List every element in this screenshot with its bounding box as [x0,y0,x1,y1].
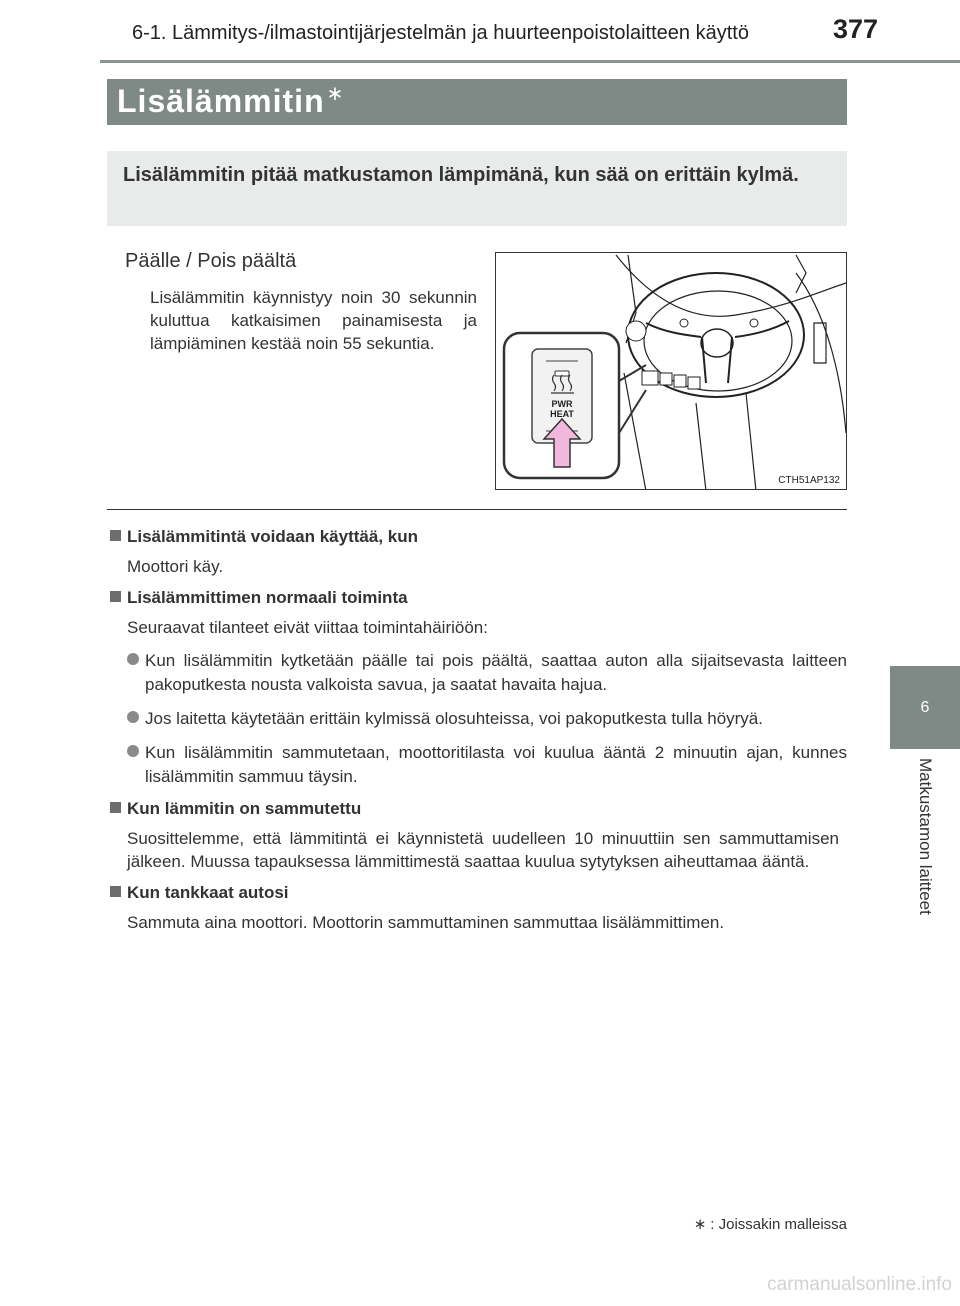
note-text: Sammuta aina moottori. Moottorin sammuttaminen sammuttaa lisälämmittimen. [127,913,725,932]
note-heading-text: Lisälämmitintä voidaan käyttää, kun [127,527,418,546]
heat-label: HEAT [550,409,574,419]
note-heading [110,527,847,547]
list-item-text: Kun lisälämmitin sammutetaan, moottoritilasta voi kuulua ääntä 2 minuutin ajan, kunnes lisälämmitin sammuu täysin. [145,743,847,786]
note-heading [110,588,847,608]
running-header: 6-1. Lämmitys-/ilmastointijärjestelmän ja huurteenpoistolaitteen käyttö [132,22,749,44]
section-divider [107,509,847,510]
intro-text: Lisälämmitin pitää matkustamon lämpimänä, kun sää on erittäin kylmä. [123,164,799,186]
square-bullet-icon [110,530,121,541]
square-bullet-icon [110,802,121,813]
note-heading-text: Kun lämmitin on sammutettu [127,799,362,818]
dashboard-illustration [495,252,847,490]
on-off-heading: Päälle / Pois päältä [125,250,297,272]
figure-code: CTH51AP132 [778,475,840,486]
footnote [694,1215,847,1233]
chapter-tab-number: 6 [890,666,960,749]
chapter-tab-label [890,752,960,952]
footnote-text: : Joissakin malleissa [710,1216,847,1233]
square-bullet-icon [110,886,121,897]
notes [110,527,847,944]
dashboard-drawing [496,253,847,490]
note-heading [110,799,847,819]
list-item [127,649,847,697]
note-heading-text: Lisälämmittimen normaali toiminta [127,588,408,607]
list-item-text: Kun lisälämmitin kytketään päälle tai pois päältä, saattaa auton alla sijaitsevasta laitteen pakoputkesta nousta valkoista savua, ja saatat havaita hajua. [145,651,847,694]
note-text: Seuraavat tilanteet eivät viittaa toimintahäiriöön: [127,618,488,637]
circle-bullet-icon [127,711,139,723]
header-rule [100,60,960,63]
chapter-tab-label-text: Matkustamon laitteet [916,758,935,915]
section-title [117,83,344,120]
note-text: Moottori käy. [127,557,224,576]
circle-bullet-icon [127,653,139,665]
watermark: carmanualsonline.info [767,1274,952,1295]
list-item [127,707,847,731]
note-text: Suosittelemme, että lämmitintä ei käynnistetä uudelleen 10 minuuttiin sen sammuttamisen jälkeen. Muussa tapauksessa lämmittimestä saattaa kuulua sytytyksen aiheuttamaa ääntä. [127,829,839,871]
square-bullet-icon [110,591,121,602]
page-number: 377 [832,14,878,44]
circle-bullet-icon [127,745,139,757]
section-banner [107,79,847,125]
note-heading-text: Kun tankkaat autosi [127,883,289,902]
list-item [127,741,847,789]
on-off-text: Lisälämmitin käynnistyy noin 30 sekunnin kuluttua katkaisimen painamisesta ja lämpiäminen kestää noin 55 sekuntia. [150,288,477,353]
section-title-text: Lisälämmitin [117,83,325,119]
asterisk-icon: ∗ [693,1216,707,1233]
list-item-text: Jos laitetta käytetään erittäin kylmissä olosuhteissa, voi pakoputkesta tulla höyryä. [145,709,763,728]
asterisk-icon: ∗ [326,83,345,105]
intro-box [107,151,847,226]
note-heading [110,883,847,903]
pwr-label: PWR [551,399,573,409]
